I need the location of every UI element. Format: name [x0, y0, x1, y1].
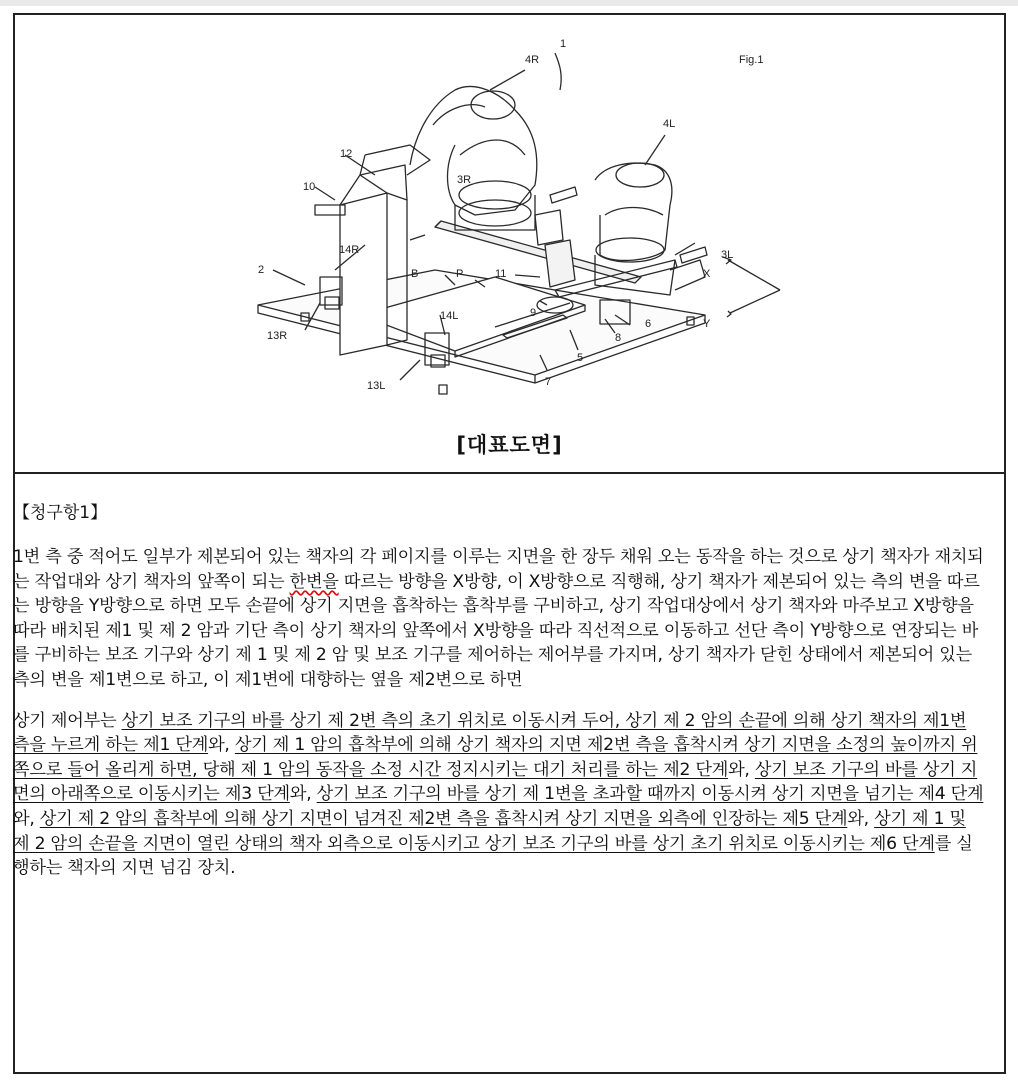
svg-text:9: 9 — [530, 307, 537, 319]
para1-part-a: 1변 측 중 적어도 일부가 제본되어 있는 책자의 각 페이지를 이루는 지면을 한 장두 채워 오는 동작을 하는 것으로 상기 책자가 재치되는 작업대와 상기 책자의 앞쪽이 되는 — [13, 547, 984, 592]
svg-text:4L: 4L — [663, 118, 676, 130]
claim-title: 【청구항1】 — [13, 503, 108, 523]
svg-text:8: 8 — [615, 332, 622, 344]
svg-text:11: 11 — [495, 268, 507, 280]
step-3: 상기 보조 기구의 바를 상기 지면의 아래쪽으로 이동시키는 제3 단계 — [13, 759, 978, 805]
step-6: 상기 제 1 및 제 2 암의 손끝을 지면이 열린 상태의 책자 외측으로 이동시키고 상기 보조 기구의 바를 상기 초기 위치로 이동시키는 제6 단계 — [13, 808, 966, 854]
svg-text:13L: 13L — [367, 380, 386, 392]
cell-divider — [15, 472, 1004, 474]
figure-caption: [대표도면] — [456, 433, 563, 457]
svg-text:14R: 14R — [339, 244, 360, 256]
para2-join-5: 와, — [847, 808, 875, 829]
para2-join-3: 와, — [289, 784, 317, 805]
step-5: 상기 제 2 암의 흡착부에 의해 상기 지면이 넘겨진 제2변 측을 흡착시켜 상기 지면을 외측에 인장하는 제5 단계 — [39, 808, 848, 829]
svg-text:Fig.1: Fig.1 — [739, 54, 764, 66]
svg-text:Y: Y — [703, 318, 711, 330]
para2-tail: 를 실행하는 책자의 지면 넘김 장치. — [13, 833, 973, 879]
svg-text:14L: 14L — [440, 310, 459, 322]
svg-text:12: 12 — [340, 148, 353, 160]
step-4: 상기 보조 기구의 바를 상기 제 1변을 초과할 때까지 이동시켜 상기 지면을 넘기는 제4 단계 — [316, 784, 984, 805]
svg-text:4R: 4R — [525, 54, 540, 66]
svg-text:10: 10 — [303, 181, 316, 193]
step-2: 상기 제 1 암의 흡착부에 의해 상기 책자의 지면 제2변 측을 흡착시켜 상기 지면을 소정의 높이까지 위쪽으로 들어 올리게 하면, 당해 제 1 암의 동작을 소정 시간 정지시키는 대기 처리를 하는 제2 단계 — [13, 735, 978, 780]
para1-part-c: 따르는 방향을 X방향, 이 X방향으로 직행해, 상기 책자가 제본되어 있는 측의 변을 따르는 방향을 Y방향으로 하면 모두 손끝에 상기 지면을 흡착하는 흡착부를 구비하고, 상기 작업대상에서 상기 책자와 마주보고 X방향을 따라 배치된 제1 및 제 2 암과 기단 측이 상기 책자의 앞쪽에서 X방향을 따라 직선적으로 이동하고 선단 측이 Y방향으로 연장되는 바를 구비하는 보조 기구와 상기 제 1 및 제 2 암 및 보조 기구를 제어하는 제어부를 가지며, 상기 책자가 닫힌 상태에서 제본되어 있는 측의 변을 제1변으로 하고, 이 제1변에 대향하는 옆을 제2변으로 하면 — [13, 571, 980, 690]
claim-paragraph-2 — [13, 709, 985, 881]
top-edge-strip — [0, 0, 1018, 6]
para2-join-1: 와, — [208, 735, 235, 756]
representative-figure-cell — [15, 15, 1004, 472]
svg-text:X: X — [703, 268, 711, 280]
svg-text:3R: 3R — [457, 174, 472, 186]
step-1: 상기 보조 기구의 바를 상기 제 2변 측의 초기 위치로 이동시켜 두어, 상기 제 2 암의 손끝에 의해 상기 책자의 제1변 측을 누르게 하는 제1 단계 — [13, 710, 967, 756]
svg-text:2: 2 — [258, 264, 265, 276]
claim-paragraph-1 — [13, 545, 985, 693]
claim-text-cell — [13, 498, 985, 897]
svg-text:B: B — [411, 268, 419, 280]
robot-apparatus-drawing — [15, 15, 1004, 425]
svg-text:13R: 13R — [267, 330, 288, 342]
label-1: 1 — [560, 38, 567, 50]
svg-text:5: 5 — [577, 352, 584, 364]
svg-text:3L: 3L — [721, 249, 734, 261]
svg-text:6: 6 — [645, 318, 652, 330]
para1-spellcheck-word: 한변을 — [289, 571, 339, 592]
para2-join-2: 와, — [728, 759, 755, 780]
svg-text:7: 7 — [545, 376, 552, 388]
para2-lead: 상기 제어부는 — [13, 710, 122, 731]
svg-text:P: P — [456, 268, 464, 280]
para2-join-4: 와, — [13, 808, 40, 829]
